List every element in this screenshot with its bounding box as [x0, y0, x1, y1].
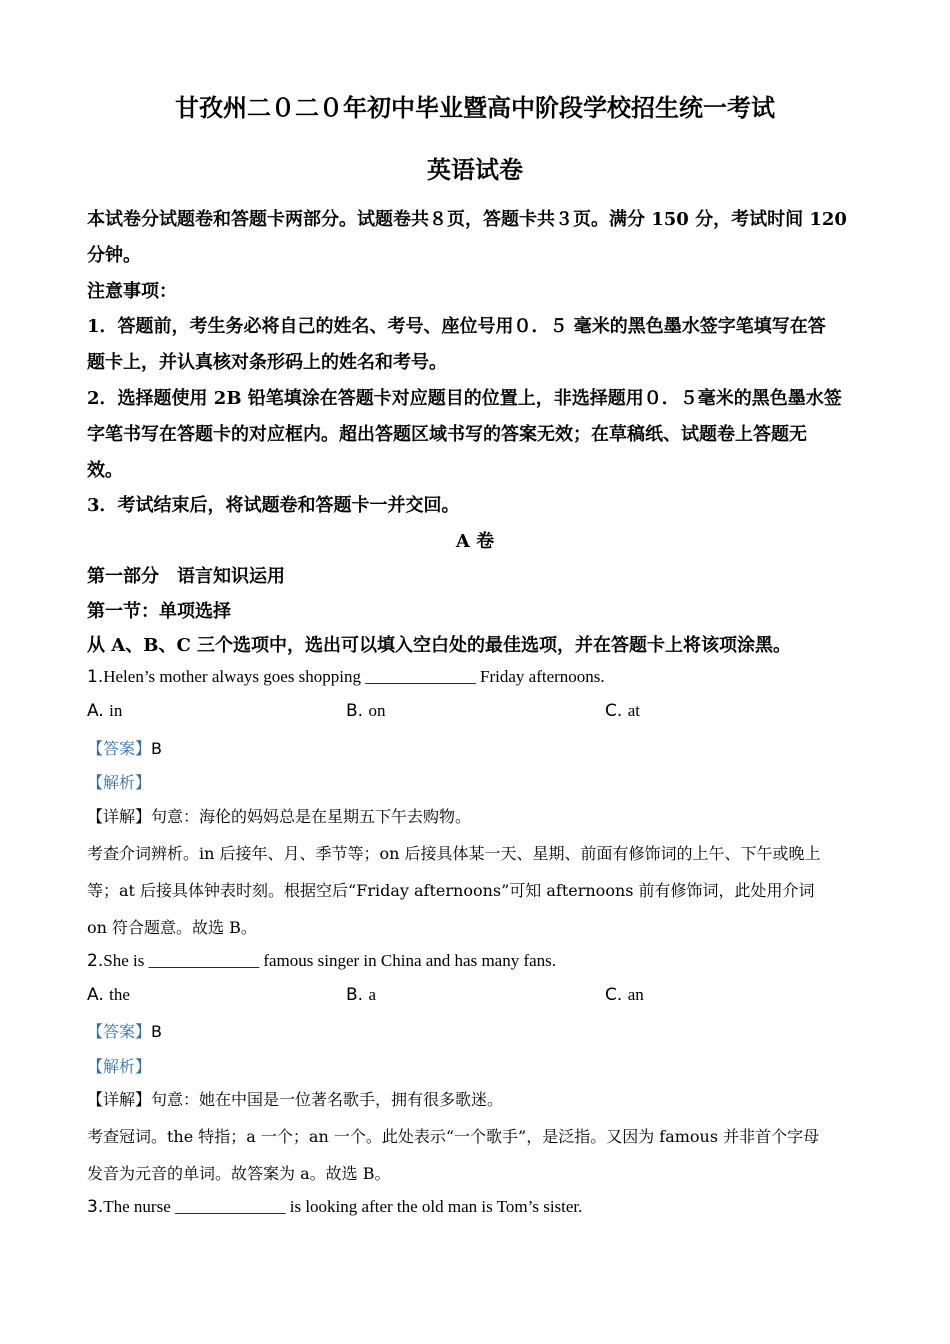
detail-tag: 【详解】: [87, 1090, 152, 1109]
answer-tag: 【答案】: [87, 739, 152, 758]
question-1-detail: 【详解】句意：海伦的妈妈总是在星期五下午去购物。: [87, 807, 472, 826]
question-2-option-c: C. an: [605, 985, 644, 1005]
part-heading: 第一部分 语言知识运用: [87, 566, 285, 587]
intro-line-1: 本试卷分试题卷和答题卡两部分。试题卷共８页，答题卡共３页。满分 150 分，考试时间 120: [87, 209, 847, 230]
question-2-option-b: B. a: [346, 985, 377, 1005]
answer-value: B: [151, 739, 162, 758]
question-1-explanation-2: 等；at 后接具体钟表时刻。根据空后“Friday afternoons”可知 afternoons 前有修饰词，此处用介词: [87, 881, 815, 900]
question-1-analysis-tag: 【解析】: [87, 773, 152, 792]
question-2-analysis-tag: 【解析】: [87, 1057, 152, 1076]
question-1-option-a: A. in: [87, 701, 123, 721]
question-2: [87, 950, 556, 971]
note-2-line-b: 字笔书写在答题卡的对应框内。超出答题区域书写的答案无效；在草稿纸、试题卷上答题无: [87, 424, 807, 445]
detail-tag: 【详解】: [87, 807, 152, 826]
answer-tag: 【答案】: [87, 1022, 152, 1041]
question-2-explanation-1: 考查冠词。the 特指；a 一个；an 一个。此处表示“一个歌手”，是泛指。又因为 famous 并非首个字母: [87, 1127, 820, 1146]
intro-line-2: 分钟。: [87, 245, 141, 266]
question-1-option-b: B. on: [346, 701, 386, 721]
question-number: 1.: [87, 667, 104, 687]
volume-heading: A 卷: [455, 531, 495, 552]
subpart-heading: 第一节：单项选择: [87, 601, 231, 622]
question-2-detail: 【详解】句意：她在中国是一位著名歌手，拥有很多歌迷。: [87, 1090, 504, 1109]
note-3: 3．考试结束后，将试题卷和答题卡一并交回。: [87, 495, 460, 516]
note-1-line-a: 1．答题前，考生务必将自己的姓名、考号、座位号用０．５ 毫米的黑色墨水签字笔填写在答: [87, 316, 826, 337]
exam-title: 甘孜州二０二０年初中毕业暨高中阶段学校招生统一考试: [175, 93, 775, 122]
note-2-line-a: 2．选择题使用 2B 铅笔填涂在答题卡对应题目的位置上，非选择题用０．５毫米的黑色墨水签: [87, 388, 842, 409]
question-stem: The nurse _____________ is looking after the old man is Tom’s sister.: [103, 1197, 583, 1216]
question-3: [87, 1196, 582, 1217]
question-number: 3.: [87, 1197, 104, 1217]
note-1-line-b: 题卡上，并认真核对条形码上的姓名和考号。: [87, 352, 447, 373]
note-2-line-c: 效。: [87, 460, 123, 481]
question-stem: Helen’s mother always goes shopping _____________ Friday afternoons.: [103, 667, 605, 686]
question-1: [87, 666, 605, 687]
question-number: 2.: [87, 951, 104, 971]
question-2-explanation-2: 发音为元音的单词。故答案为 a。故选 B。: [87, 1164, 391, 1183]
question-1-option-c: C. at: [605, 701, 640, 721]
question-1-answer: [87, 736, 162, 759]
question-1-explanation-1: 考查介词辨析。in 后接年、月、季节等；on 后接具体某一天、星期、前面有修饰词的上午、下午或晚上: [87, 844, 821, 863]
question-2-option-a: A. the: [87, 985, 130, 1005]
answer-value: B: [151, 1022, 162, 1041]
question-stem: She is _____________ famous singer in China and has many fans.: [103, 951, 557, 970]
question-1-explanation-3: on 符合题意。故选 B。: [87, 918, 257, 937]
question-2-answer: [87, 1019, 162, 1042]
section-instruction: 从 A、B、C 三个选项中，选出可以填入空白处的最佳选项，并在答题卡上将该项涂黑。: [87, 635, 792, 656]
notes-heading: 注意事项：: [87, 281, 177, 302]
exam-subtitle: 英语试卷: [427, 155, 523, 184]
